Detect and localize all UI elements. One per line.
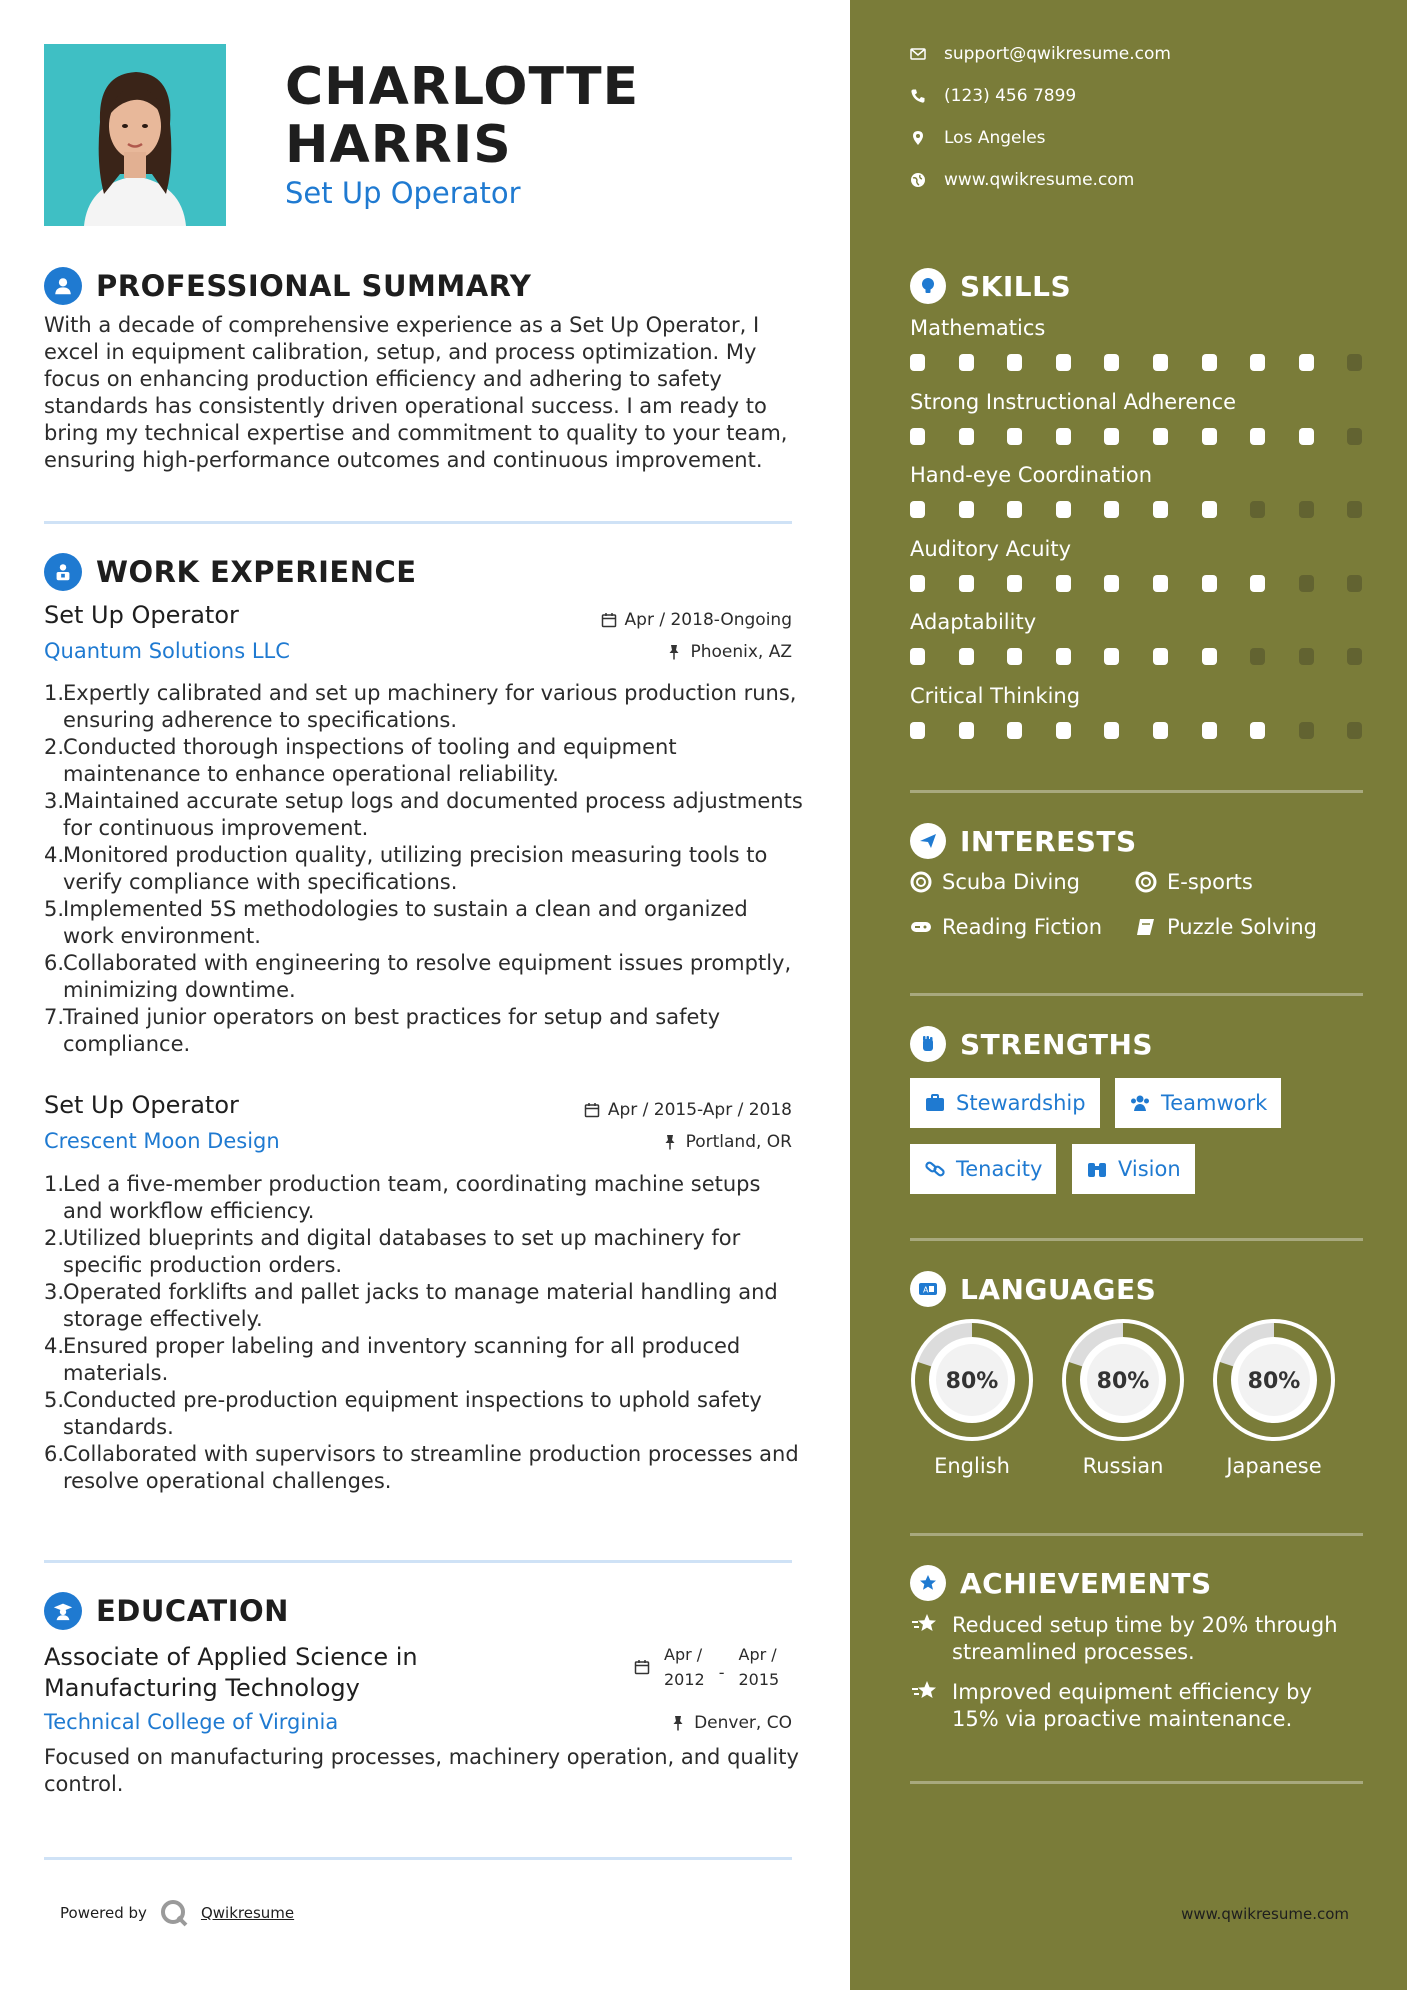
skills-heading: SKILLS <box>960 269 1072 303</box>
strengths-header <box>910 1026 1153 1062</box>
star-icon <box>910 1677 940 1707</box>
candidate-name <box>285 58 639 174</box>
skill-rating-dot <box>1202 722 1217 739</box>
skill-name: Adaptability <box>910 610 1037 634</box>
skill-name: Strong Instructional Adherence <box>910 389 1237 414</box>
skill-rating-dot <box>1250 501 1265 518</box>
users-icon <box>1129 1092 1151 1114</box>
job-date-text: Apr / 2018-Ongoing <box>624 610 792 630</box>
strengths-heading: STRENGTHS <box>960 1027 1154 1061</box>
skill-rating-dot <box>1153 354 1168 371</box>
skill-name: Hand-eye Coordination <box>910 463 1153 487</box>
pin-icon <box>662 1134 678 1150</box>
skill-rating-dot <box>1104 575 1119 592</box>
skill-rating-dot <box>1347 354 1362 371</box>
skill-rating-dot <box>1007 354 1022 371</box>
list-item: 5. Conducted pre-production equipment inspections to uphold safety standards. <box>44 1388 762 1439</box>
star-icon <box>910 1610 940 1640</box>
language-ring <box>1212 1318 1336 1442</box>
star-badge-icon <box>910 1565 946 1601</box>
language-item <box>1061 1318 1185 1478</box>
gamepad-icon <box>910 916 932 938</box>
list-item: 3. Maintained accurate setup logs and documented process adjustments for continuous improvement. <box>44 789 803 840</box>
life-ring-icon <box>1135 871 1157 893</box>
candidate-role: Set Up Operator <box>285 176 521 210</box>
education-location <box>670 1713 792 1733</box>
job-location <box>666 642 792 662</box>
list-item: 6. Collaborated with supervisors to streamline production processes and resolve operational challenges. <box>44 1442 799 1493</box>
skill-name: Auditory Acuity <box>910 536 1072 561</box>
skill-rating-dot <box>1202 575 1217 592</box>
divider <box>910 1238 1363 1241</box>
skill-rating-dot <box>910 501 925 518</box>
fist-icon <box>910 1026 946 1062</box>
divider <box>910 790 1363 793</box>
interests-header <box>910 823 1137 859</box>
list-item: 2. Conducted thorough inspections of tooling and equipment maintenance to enhance operational reliability. <box>44 735 677 786</box>
job-location-text: Phoenix, AZ <box>690 642 792 662</box>
qwikresume-logo-icon <box>159 1898 189 1928</box>
skill-rating-dot <box>959 648 974 665</box>
degree-title: Associate of Applied Science in Manufacturing Technology <box>44 1643 418 1702</box>
skill-rating-dot <box>910 428 925 445</box>
link-icon <box>924 1158 946 1180</box>
job-title: Set Up Operator <box>44 1091 239 1119</box>
achievements-header <box>910 1565 1212 1601</box>
skill-rating-dot <box>1299 648 1314 665</box>
divider <box>44 1560 792 1563</box>
briefcase-icon <box>924 1092 946 1114</box>
skill-rating-dot <box>1250 648 1265 665</box>
skill-rating-dot <box>1056 501 1071 518</box>
skill-rating-dot <box>959 501 974 518</box>
paper-plane-icon <box>910 823 946 859</box>
skill-rating-dot <box>959 722 974 739</box>
job-location <box>662 1132 792 1152</box>
skill-rating-dot <box>1056 354 1071 371</box>
calendar-icon <box>584 1102 600 1118</box>
divider <box>910 993 1363 996</box>
strength-tag: Stewardship <box>910 1078 1100 1128</box>
job-date <box>601 610 792 630</box>
job-duties <box>44 680 804 1058</box>
language-percent: 80% <box>945 1369 999 1394</box>
education-header <box>44 1592 289 1630</box>
interests-heading: INTERESTS <box>960 824 1137 858</box>
skill-rating-dot <box>1056 648 1071 665</box>
pin-icon <box>666 644 682 660</box>
education-start: Apr / 2012 <box>664 1645 705 1689</box>
skill-rating-dot <box>959 575 974 592</box>
skill-rating-dot <box>1347 648 1362 665</box>
life-ring-icon <box>910 871 932 893</box>
skill-rating-dot <box>1347 428 1362 445</box>
languages-heading: LANGUAGES <box>960 1272 1157 1306</box>
divider <box>44 1857 792 1860</box>
education-date: Apr / 2012 - Apr / 2015 <box>634 1642 779 1692</box>
phone-text: (123) 456 7899 <box>944 86 1077 106</box>
language-ring <box>1061 1318 1185 1442</box>
skill-rating-dot <box>910 648 925 665</box>
skills-header <box>910 268 1071 304</box>
list-item: 7. Trained junior operators on best practices for setup and safety compliance. <box>44 1005 721 1056</box>
skill-rating-dot <box>1250 722 1265 739</box>
job-date <box>584 1100 792 1120</box>
job-title: Set Up Operator <box>44 601 239 629</box>
skill-rating-dot <box>1347 722 1362 739</box>
envelope-icon <box>910 46 926 62</box>
svg-text:A: A <box>923 1285 929 1295</box>
skill-rating-dot <box>1007 428 1022 445</box>
calendar-icon <box>601 612 617 628</box>
skill-rating-dot <box>1347 501 1362 518</box>
skill-rating-dot <box>1056 575 1071 592</box>
skill-rating-dot <box>1299 428 1314 445</box>
language-name: Japanese <box>1226 1454 1322 1478</box>
skill-rating-dot <box>959 354 974 371</box>
education-location-text: Denver, CO <box>694 1713 792 1733</box>
summary-heading: PROFESSIONAL SUMMARY <box>96 269 532 303</box>
skill-rating-dot <box>1347 575 1362 592</box>
contact-phone[interactable] <box>910 86 1076 106</box>
contact-website[interactable] <box>910 170 1134 190</box>
last-name: HARRIS <box>285 115 512 175</box>
language-name: English <box>934 1454 1010 1478</box>
skill-rating-dot <box>1153 648 1168 665</box>
globe-icon <box>910 172 926 188</box>
skill-name: Mathematics <box>910 316 1046 340</box>
calendar-icon <box>634 1659 650 1675</box>
skill-rating-dot <box>1202 428 1217 445</box>
experience-heading: WORK EXPERIENCE <box>96 555 417 589</box>
list-item: 5. Implemented 5S methodologies to sustain a clean and organized work environment. <box>44 897 748 948</box>
skill-rating-dot <box>910 575 925 592</box>
skill-rating-dot <box>1299 354 1314 371</box>
list-item: 1. Expertly calibrated and set up machinery for various production runs, ensuring adherence to specifications. <box>44 681 797 732</box>
divider <box>910 1781 1363 1784</box>
list-item: 2. Utilized blueprints and digital databases to set up machinery for specific production orders. <box>44 1226 741 1277</box>
powered-by-label: Powered by <box>60 1904 147 1922</box>
job-date-text: Apr / 2015-Apr / 2018 <box>607 1100 792 1120</box>
interest-item: Puzzle Solving <box>1135 915 1317 939</box>
interest-item: Reading Fiction <box>910 915 1102 939</box>
achievement-item: Improved equipment efficiency by 15% via proactive maintenance. <box>910 1679 1360 1733</box>
skill-rating-dot <box>1153 428 1168 445</box>
skill-rating-dot <box>1153 501 1168 518</box>
job-company: Quantum Solutions LLC <box>44 639 290 663</box>
language-ring <box>910 1318 1034 1442</box>
skill-rating-dot <box>1299 575 1314 592</box>
job-duties <box>44 1171 804 1495</box>
skill-rating-dot <box>1104 428 1119 445</box>
achievement-item: Reduced setup time by 20% through streamlined processes. <box>910 1612 1360 1666</box>
location-text: Los Angeles <box>944 128 1046 148</box>
skill-rating-dot <box>1007 501 1022 518</box>
skill-rating-dot <box>1104 648 1119 665</box>
pin-icon <box>670 1715 686 1731</box>
skill-rating-dot <box>1250 575 1265 592</box>
skill-rating-dot <box>1202 354 1217 371</box>
user-icon <box>44 267 82 305</box>
first-name: CHARLOTTE <box>285 57 640 117</box>
binoculars-icon <box>1086 1158 1108 1180</box>
languages-header <box>910 1271 1156 1307</box>
list-item: 6. Collaborated with engineering to resolve equipment issues promptly, minimizing downtime. <box>44 951 792 1002</box>
contact-location <box>910 128 1046 148</box>
summary-text: With a decade of comprehensive experience as a Set Up Operator, I excel in equipment calibration, setup, and process optimization. My focus on enhancing production efficiency and adhering to safety standards has consistently driven operational success. I am ready to bring my technical expertise and commitment to quality to your team, ensuring high-performance outcomes and continuous improvement. <box>44 313 788 472</box>
divider <box>44 521 792 524</box>
skill-rating-dot <box>1250 428 1265 445</box>
job-company: Crescent Moon Design <box>44 1129 280 1153</box>
contact-email[interactable] <box>910 44 1171 64</box>
language-item <box>1212 1318 1336 1478</box>
brand-link[interactable]: Qwikresume <box>200 1904 295 1922</box>
skill-rating-dot <box>1153 575 1168 592</box>
language-name: Russian <box>1082 1454 1164 1478</box>
skill-rating-dot <box>959 428 974 445</box>
job-location-text: Portland, OR <box>685 1132 792 1152</box>
skill-rating-dot <box>910 354 925 371</box>
lightbulb-icon <box>910 268 946 304</box>
divider <box>910 1533 1363 1536</box>
skill-rating-dot <box>1007 648 1022 665</box>
skill-rating-dot <box>1153 722 1168 739</box>
experience-header <box>44 553 417 591</box>
education-description: Focused on manufacturing processes, machinery operation, and quality control. <box>44 1745 799 1796</box>
school-name: Technical College of Virginia <box>44 1710 339 1734</box>
list-item: 4. Monitored production quality, utilizing precision measuring tools to verify compliance with specifications. <box>44 843 768 894</box>
language-percent: 80% <box>1247 1369 1301 1394</box>
skill-rating-dot <box>1056 722 1071 739</box>
strength-tag: Tenacity <box>910 1144 1056 1194</box>
skill-rating-dot <box>1104 722 1119 739</box>
book-icon <box>1135 916 1157 938</box>
summary-header <box>44 267 531 305</box>
language-item <box>910 1318 1034 1478</box>
footer-website[interactable]: www.qwikresume.com <box>1181 1905 1349 1923</box>
skill-name: Critical Thinking <box>910 683 1081 708</box>
list-item: 4. Ensured proper labeling and inventory scanning for all produced materials. <box>44 1334 741 1385</box>
language-icon <box>910 1271 946 1307</box>
skill-rating-dot <box>1007 722 1022 739</box>
skill-rating-dot <box>1104 354 1119 371</box>
achievements-heading: ACHIEVEMENTS <box>960 1566 1212 1600</box>
skill-rating-dot <box>1007 575 1022 592</box>
footer-powered <box>60 1898 294 1928</box>
skill-rating-dot <box>910 722 925 739</box>
phone-icon <box>910 88 926 104</box>
interest-item: E-sports <box>1135 870 1253 894</box>
strength-tag: Vision <box>1072 1144 1195 1194</box>
sidebar <box>850 0 1407 1990</box>
list-item: 3. Operated forklifts and pallet jacks to manage material handling and storage effectively. <box>44 1280 778 1331</box>
skill-rating-dot <box>1202 648 1217 665</box>
language-percent: 80% <box>1096 1369 1150 1394</box>
skill-rating-dot <box>1104 501 1119 518</box>
map-marker-icon <box>910 130 926 146</box>
graduate-icon <box>44 1592 82 1630</box>
email-text: support@qwikresume.com <box>944 44 1171 64</box>
website-text: www.qwikresume.com <box>944 170 1135 190</box>
interest-item: Scuba Diving <box>910 870 1080 894</box>
education-heading: EDUCATION <box>96 1594 289 1628</box>
briefcase-user-icon <box>44 553 82 591</box>
skill-rating-dot <box>1202 501 1217 518</box>
skill-rating-dot <box>1299 722 1314 739</box>
list-item: 1. Led a five-member production team, coordinating machine setups and workflow efficiency. <box>44 1172 761 1223</box>
profile-photo <box>44 44 226 226</box>
skill-rating-dot <box>1056 428 1071 445</box>
skill-rating-dot <box>1299 501 1314 518</box>
strength-tag: Teamwork <box>1115 1078 1281 1128</box>
skill-rating-dot <box>1250 354 1265 371</box>
education-end: Apr / 2015 <box>738 1645 780 1689</box>
